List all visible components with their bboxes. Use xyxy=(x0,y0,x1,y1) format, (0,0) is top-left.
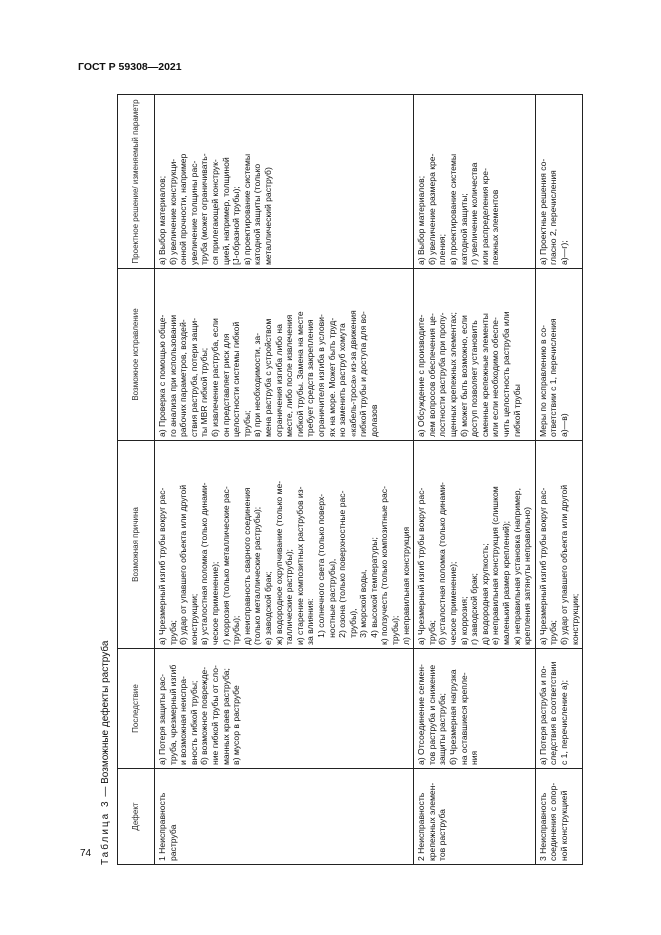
cell-line: трубы; xyxy=(241,410,252,437)
cell-cause xyxy=(414,441,536,649)
cell-line: б) Чрезмерная нагрузка xyxy=(448,669,459,765)
document-header: ГОСТ Р 59308—2021 xyxy=(78,61,182,73)
cell-line: а) Чрезмерный изгиб трубы вокруг рас- xyxy=(416,487,427,645)
cell-line: е) заводской брак; xyxy=(262,571,273,645)
cell-line: труба; xyxy=(167,620,178,645)
cell-line: соединения с опор- xyxy=(548,782,559,861)
cell-line: гибкой трубы. Замена на месте xyxy=(294,311,305,437)
cell-line: «кабель-троса» из-за движения xyxy=(347,310,358,437)
table-row xyxy=(414,95,536,865)
cell-line: ния xyxy=(469,750,480,765)
cell-line: ся прилегающей конструк- xyxy=(209,159,220,265)
cell-line: а) Обсуждение с производите- xyxy=(416,314,427,437)
cell-defect xyxy=(155,769,414,865)
cell-line: следствия в соответствии xyxy=(548,661,559,765)
cell-line: лостности раструба при пропу- xyxy=(437,312,448,437)
cell-line: чить целостность раструба или xyxy=(501,311,511,437)
cell-line: труба, чрезмерный изгиб xyxy=(167,664,178,765)
cell-line: сменные крепежные элементы xyxy=(479,313,490,437)
cell-line: он представляет риск для xyxy=(220,333,231,437)
cell-line: в) проектирование системы xyxy=(448,153,459,265)
cell-line: ние гибкой трубы от сло- xyxy=(209,665,220,765)
column-header-design: Проектное решение/ изменяемый параметр xyxy=(118,95,155,269)
cell-line: а) Потеря раструба и по- xyxy=(537,665,548,765)
cell-line: ствия раструба, потери защи- xyxy=(188,317,199,437)
cell-line: е) неправильная конструкция (слишком xyxy=(490,486,501,645)
cell-line: конструкции; xyxy=(188,593,199,645)
table-caption-title: — Возможные дефекты раструба xyxy=(100,640,111,800)
cell-line: ответствии с 1, перечисления xyxy=(548,318,559,437)
cell-cause xyxy=(155,441,414,649)
cell-line: б) извлечение раструба, если xyxy=(209,318,220,437)
cell-line: 1 Неисправность xyxy=(157,792,167,861)
cell-line: л) неправильная конструкция xyxy=(400,526,411,645)
table-row xyxy=(155,95,414,865)
cell-line: таллические раструбы); xyxy=(284,549,295,645)
column-header-defect: Дефект xyxy=(118,769,155,865)
cell-remedy xyxy=(414,269,536,441)
cell-line: б) усталостная поломка (только динами- xyxy=(437,482,448,645)
cell-line: а) Выбор материалов; xyxy=(157,175,167,265)
cell-line: ностные раструбы), xyxy=(326,558,337,645)
cell-defect xyxy=(414,769,536,865)
cell-line: тов раструба xyxy=(437,809,448,861)
cell-line: а)—в) xyxy=(558,413,569,437)
cell-line: к) ползучесть (только композитные рас- xyxy=(379,486,390,645)
cell-line: а) Отсоединение сегмен- xyxy=(416,664,427,765)
cell-line: за влияния: xyxy=(305,598,316,645)
cell-line: а) Чрезмерный изгиб трубы вокруг рас- xyxy=(157,487,167,645)
table-caption xyxy=(95,641,117,865)
cell-line: г) заводской брак; xyxy=(469,573,480,645)
cell-design xyxy=(155,95,414,269)
cell-line: требует средств закрепления xyxy=(305,319,316,437)
cell-line: а) Выбор материалов; xyxy=(416,175,427,265)
column-header-remedy: Возможное исправление xyxy=(118,269,155,441)
cell-line: д) водородная хрупкость; xyxy=(479,543,490,645)
cell-line: а) Чрезмерный изгиб трубы вокруг рас- xyxy=(537,487,548,645)
cell-line: но заменить раструб хомута xyxy=(337,323,348,437)
cell-line: раструба xyxy=(167,824,178,861)
table-header-row xyxy=(118,95,155,865)
cell-remedy xyxy=(155,269,414,441)
cell-line: Меры по исправлению в со- xyxy=(537,324,548,437)
cell-line: цией, например, толщиной xyxy=(220,157,231,265)
table-row xyxy=(535,95,582,865)
cell-design xyxy=(414,95,536,269)
cell-line: труба (может ограничивать- xyxy=(199,153,210,265)
cell-line: в) при необходимости, за- xyxy=(252,332,263,437)
cell-line: трубы); xyxy=(231,615,242,645)
cell-design xyxy=(535,95,582,269)
defects-table xyxy=(117,94,583,865)
cell-line: пежных элементов xyxy=(490,189,501,265)
cell-line: в) коррозия; xyxy=(458,596,469,645)
cell-line: гибкой трубы и доступа для во- xyxy=(358,311,369,437)
cell-remedy xyxy=(535,269,582,441)
cell-line: лем вопросов обеспечения це- xyxy=(426,313,437,437)
column-header-cause: Возможная причина xyxy=(118,441,155,649)
cell-line: в) мусор в раструбе xyxy=(231,685,242,765)
cell-line: трубы), xyxy=(347,608,358,645)
cell-line: 3 Неисправность xyxy=(537,792,548,861)
cell-line: б) возможное поврежде- xyxy=(199,666,210,765)
cell-line: месте, либо после извлечения xyxy=(284,314,295,437)
cell-line: гласно 2, перечисления xyxy=(548,170,559,265)
cell-line: вность гибкой трубы; xyxy=(188,680,199,765)
cell-line: на оставшиеся крепле- xyxy=(458,672,469,765)
cell-line: катодной защиты (только xyxy=(252,163,263,265)
cell-line: б) может быть возможно, если xyxy=(458,315,469,437)
cell-consequence xyxy=(414,649,536,769)
cell-line: в) проектирование системы xyxy=(241,153,252,265)
cell-line: 2 Неисправность xyxy=(416,792,427,861)
cell-line: ческое применение); xyxy=(209,561,220,645)
cell-line: г) увеличение количества xyxy=(469,162,480,265)
cell-line: го анализа при использовании xyxy=(167,314,178,437)
cell-line: увеличение толщины рас- xyxy=(188,160,199,265)
cell-line: мена раструба с устройством xyxy=(262,318,273,437)
cell-line: крепления затянуты неправильно) xyxy=(522,507,533,645)
cell-defect xyxy=(535,769,582,865)
cell-line: ограничения изгиба либо на xyxy=(273,324,284,437)
cell-line: ограничителя изгиба в услови- xyxy=(315,314,326,437)
cell-line: а) Потеря защиты рас- xyxy=(157,674,167,765)
cell-line: б) удар от упавшего объекта или другой xyxy=(558,484,569,645)
cell-line: рабочих параметров, воздей- xyxy=(178,319,189,437)
table-caption-label: Таблица 3 xyxy=(100,799,111,865)
cell-line: металлический раструб) xyxy=(262,167,273,265)
page-number: 74 xyxy=(80,848,92,859)
cell-consequence xyxy=(535,649,582,769)
cell-line: и возможная неиспра- xyxy=(178,676,189,765)
cell-line: конструкции; xyxy=(569,593,580,645)
rotated-table-block xyxy=(95,95,585,865)
cell-line: труба; xyxy=(548,620,559,645)
cell-line: или если необходимо обеспе- xyxy=(490,317,501,437)
cell-line: в) усталостная поломка (только динами- xyxy=(199,482,210,645)
cell-line: ческое применение); xyxy=(448,561,459,645)
cell-line: манных краев раструба; xyxy=(220,668,231,765)
cell-line: целостности системы гибкой xyxy=(231,321,242,437)
cell-line: 2) озона (только поверхностные рас- xyxy=(337,490,348,645)
cell-line: д) неисправность сварного соединения xyxy=(241,487,252,645)
cell-line: катодной защиты; xyxy=(458,193,469,265)
cell-line: гибкой трубы xyxy=(511,384,522,437)
cell-line: а) Проектные решения со- xyxy=(537,158,548,265)
cell-line: долазов xyxy=(368,404,379,437)
cell-line: б) удар от упавшего объекта или другой xyxy=(178,484,189,645)
cell-cause xyxy=(535,441,582,649)
cell-line: ях на море. Может быть труд- xyxy=(326,317,337,437)
cell-line: трубы); xyxy=(390,615,401,645)
cell-line: доступ позволяет установить xyxy=(469,320,480,437)
cell-line: ты MBR гибкой трубы; xyxy=(199,347,210,437)
cell-line: [J-образной трубы); xyxy=(231,186,242,265)
cell-line: (только металлические раструбы); xyxy=(252,506,263,645)
cell-line: а) Проверка с помощью обще- xyxy=(157,314,167,437)
cell-line: тов раструба и снижение xyxy=(426,664,437,765)
cell-line: или распределения кре- xyxy=(479,168,490,265)
cell-consequence xyxy=(155,649,414,769)
column-header-consequence: Последствие xyxy=(118,649,155,769)
cell-line: и) старение композитных раструбов из- xyxy=(294,486,305,645)
cell-line: крепежных элемен- xyxy=(426,782,437,861)
cell-line: 4) высокой температуры; xyxy=(368,537,379,645)
cell-line: б) увеличение конструкци- xyxy=(167,158,178,265)
cell-line: 1) солнечного света (только поверх- xyxy=(315,493,326,645)
cell-line: щенных крепежных элементах; xyxy=(448,312,459,437)
cell-line: б) увеличение размера кре- xyxy=(426,153,437,265)
cell-line: ной конструкцией xyxy=(558,790,569,861)
cell-line: онной прочности, например xyxy=(178,153,189,265)
cell-line: защиты раструба; xyxy=(437,693,448,765)
cell-line: труба; xyxy=(426,620,437,645)
cell-line: ж) неправильная установка (например, xyxy=(511,488,522,645)
cell-line: а)—г); xyxy=(558,240,569,265)
cell-line: с 1, перечисление а); xyxy=(558,679,569,765)
cell-line: ж) водородное охрупчивание (только ме- xyxy=(273,480,284,645)
cell-line: маленький размер креплений); xyxy=(501,520,511,645)
cell-line: г) коррозия (только металлические рас- xyxy=(220,486,231,645)
cell-line: пления; xyxy=(437,233,448,265)
cell-line: 3) морской воды, xyxy=(358,569,369,645)
